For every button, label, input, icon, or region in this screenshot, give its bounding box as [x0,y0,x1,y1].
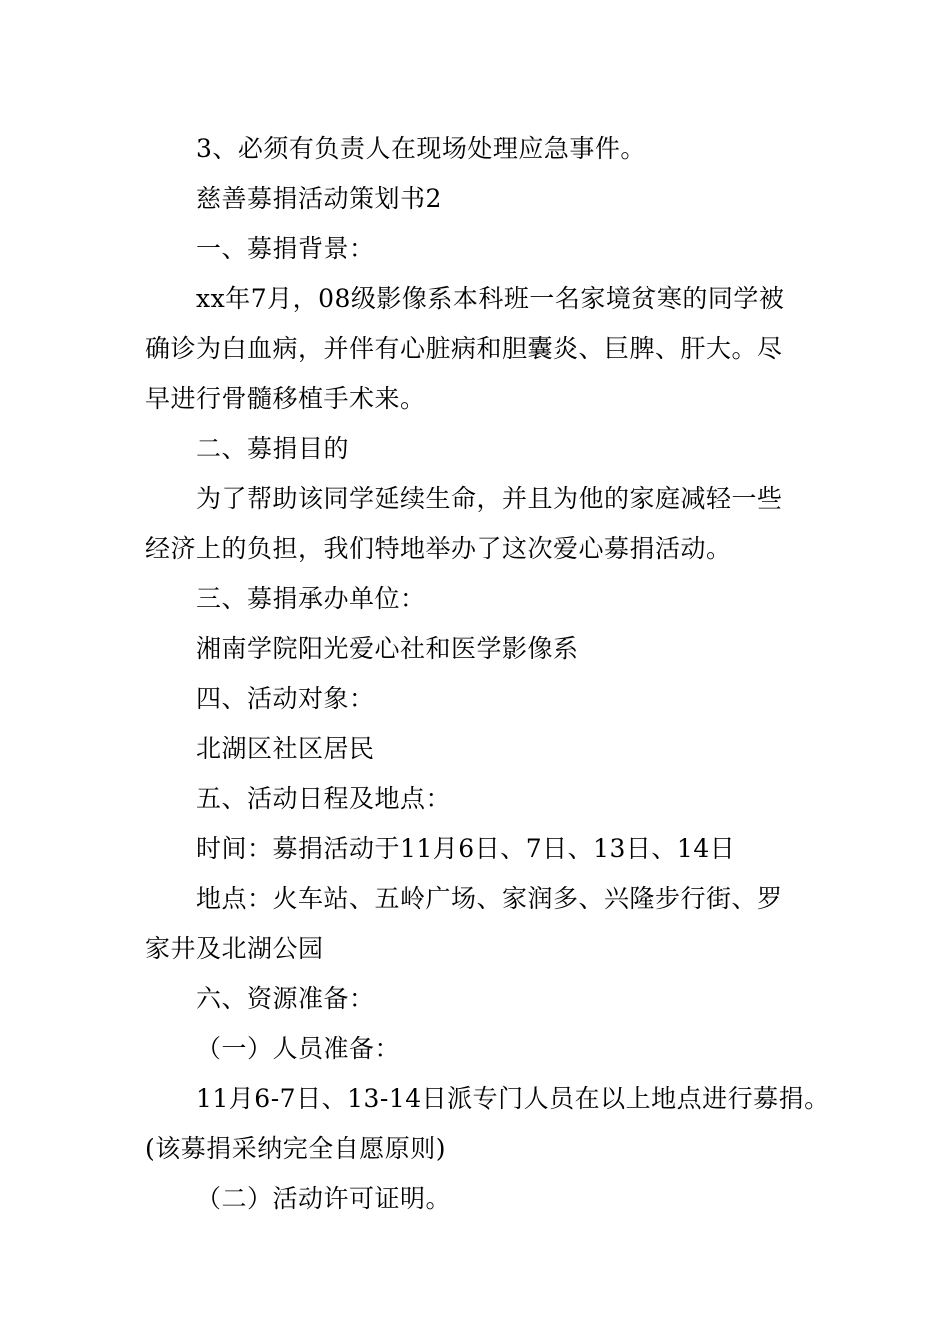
heading-resources: 六、资源准备： [196,984,375,1013]
text-line: 时间：募捐活动于11月6日、7日、13日、14日 [196,834,736,863]
heading-purpose: 二、募捐目的 [196,434,350,463]
section-title: 慈善募捐活动策划书2 [196,184,442,213]
heading-audience: 四、活动对象： [196,684,375,713]
paragraph-line: 经济上的负担，我们特地举办了这次爱心募捐活动。 [145,534,732,563]
text-line: 3、必须有负责人在现场处理应急事件。 [196,134,646,163]
heading-schedule: 五、活动日程及地点： [196,784,452,813]
paragraph-line: 家井及北湖公园 [145,934,324,963]
subheading-permit: （二）活动许可证明。 [196,1184,452,1213]
heading-organizer: 三、募捐承办单位： [196,584,426,613]
text-line: 湘南学院阳光爱心社和医学影像系 [196,634,579,663]
paragraph-line: 确诊为白血病，并伴有心脏病和胆囊炎、巨脾、肝大。尽 [145,334,783,363]
paragraph-line: 地点：火车站、五岭广场、家润多、兴隆步行街、罗 [196,884,783,913]
paragraph-line: (该募捐采纳完全自愿原则) [145,1134,447,1163]
paragraph-line: 为了帮助该同学延续生命，并且为他的家庭减轻一些 [196,484,783,513]
paragraph-line: 早进行骨髓移植手术来。 [145,384,426,413]
paragraph-line: 11月6-7日、13-14日派专门人员在以上地点进行募捐。 [196,1084,830,1113]
paragraph-line: xx年7月，08级影像系本科班一名家境贫寒的同学被 [196,284,785,313]
heading-background: 一、募捐背景： [196,234,375,263]
text-line: 北湖区社区居民 [196,734,375,763]
subheading-personnel: （一）人员准备： [196,1034,401,1063]
